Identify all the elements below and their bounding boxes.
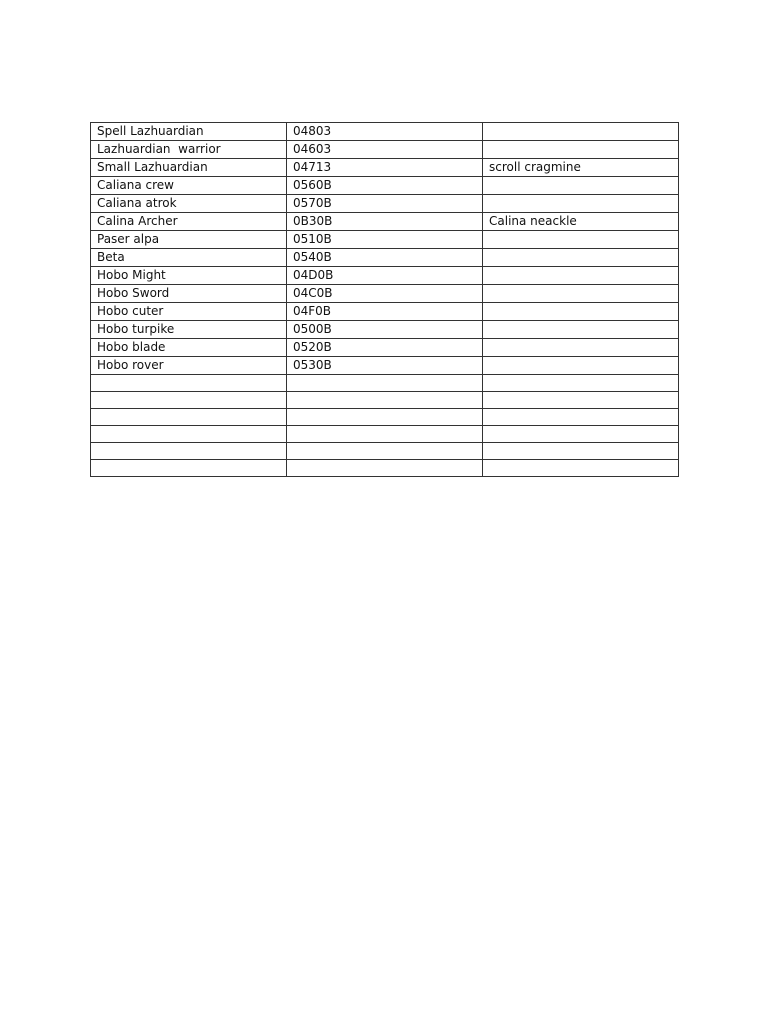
note-cell: [483, 249, 679, 267]
note-cell: [483, 321, 679, 339]
name-cell: Hobo cuter: [91, 303, 287, 321]
note-cell: [483, 375, 679, 392]
code-cell: 04D0B: [287, 267, 483, 285]
note-cell: [483, 123, 679, 141]
table-row: [91, 392, 679, 409]
name-cell: Caliana atrok: [91, 195, 287, 213]
code-cell: 04803: [287, 123, 483, 141]
name-cell: Caliana crew: [91, 177, 287, 195]
name-cell: [91, 392, 287, 409]
name-cell: Beta: [91, 249, 287, 267]
table-row: [91, 303, 679, 321]
name-cell: Hobo Might: [91, 267, 287, 285]
note-cell: [483, 392, 679, 409]
table-row: [91, 409, 679, 426]
name-cell: Lazhuardian warrior: [91, 141, 287, 159]
table-row: [91, 141, 679, 159]
name-cell: Paser alpa: [91, 231, 287, 249]
table-row: [91, 123, 679, 141]
note-cell: [483, 141, 679, 159]
table-row: [91, 285, 679, 303]
name-cell: [91, 443, 287, 460]
table-row: [91, 177, 679, 195]
table-row: [91, 321, 679, 339]
code-cell: [287, 392, 483, 409]
name-cell: [91, 409, 287, 426]
note-cell: [483, 303, 679, 321]
note-cell: [483, 339, 679, 357]
note-cell: [483, 177, 679, 195]
name-cell: Hobo turpike: [91, 321, 287, 339]
table-row: [91, 426, 679, 443]
code-cell: 04C0B: [287, 285, 483, 303]
code-cell: [287, 460, 483, 477]
note-cell: [483, 231, 679, 249]
name-cell: Calina Archer: [91, 213, 287, 231]
note-cell: [483, 195, 679, 213]
name-cell: Hobo blade: [91, 339, 287, 357]
code-cell: 0520B: [287, 339, 483, 357]
note-cell: [483, 443, 679, 460]
table-row: [91, 357, 679, 375]
table-row: [91, 231, 679, 249]
name-cell: Hobo rover: [91, 357, 287, 375]
note-cell: [483, 285, 679, 303]
name-cell: [91, 375, 287, 392]
table-row: [91, 159, 679, 177]
code-cell: [287, 443, 483, 460]
code-cell: 0560B: [287, 177, 483, 195]
table-row: [91, 267, 679, 285]
name-cell: Small Lazhuardian: [91, 159, 287, 177]
table-row: [91, 460, 679, 477]
note-cell: [483, 409, 679, 426]
name-cell: [91, 426, 287, 443]
note-cell: Calina neackle: [483, 213, 679, 231]
data-table: [90, 122, 679, 477]
code-cell: 0570B: [287, 195, 483, 213]
code-cell: [287, 375, 483, 392]
note-cell: [483, 267, 679, 285]
code-cell: 0540B: [287, 249, 483, 267]
table-row: [91, 213, 679, 231]
name-cell: Hobo Sword: [91, 285, 287, 303]
code-cell: 04F0B: [287, 303, 483, 321]
code-cell: [287, 409, 483, 426]
note-cell: [483, 460, 679, 477]
code-cell: 04603: [287, 141, 483, 159]
name-cell: [91, 460, 287, 477]
name-cell: Spell Lazhuardian: [91, 123, 287, 141]
code-cell: 0500B: [287, 321, 483, 339]
table-row: [91, 375, 679, 392]
code-cell: 0510B: [287, 231, 483, 249]
code-cell: 0B30B: [287, 213, 483, 231]
code-cell: 0530B: [287, 357, 483, 375]
table-row: [91, 195, 679, 213]
code-cell: 04713: [287, 159, 483, 177]
note-cell: scroll cragmine: [483, 159, 679, 177]
code-cell: [287, 426, 483, 443]
table-row: [91, 443, 679, 460]
note-cell: [483, 357, 679, 375]
table-row: [91, 249, 679, 267]
table-body: [91, 123, 679, 477]
table-row: [91, 339, 679, 357]
note-cell: [483, 426, 679, 443]
